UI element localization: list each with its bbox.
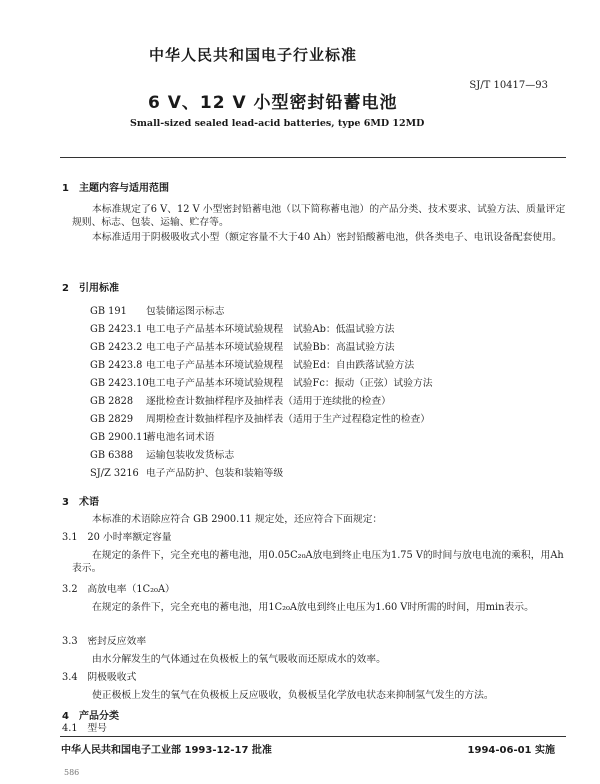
reference-code: GB 2828 bbox=[90, 396, 134, 407]
term-3-2-heading: 3.2 高放电率（1C₂₀A） bbox=[62, 584, 175, 595]
reference-code: GB 6388 bbox=[90, 450, 134, 461]
reference-title: 逐批检查计数抽样程序及抽样表（适用于连续批的检查） bbox=[146, 396, 391, 407]
term-3-1-heading: 3.1 20 小时率额定容量 bbox=[62, 532, 172, 543]
reference-title: 蓄电池名词术语 bbox=[146, 432, 215, 443]
reference-item bbox=[90, 357, 414, 371]
section-3-heading: 3 术语 bbox=[62, 497, 99, 508]
section-1-para-1: 本标准规定了6 V、12 V 小型密封铅蓄电池（以下简称蓄电池）的产品分类、技术要求、试验方法、质量评定规则、标志、包装、运输、贮存等。 bbox=[72, 204, 566, 228]
reference-code: GB 2423.2 bbox=[90, 342, 143, 353]
term-3-4-heading: 3.4 阴极吸收式 bbox=[62, 672, 137, 683]
term-3-3-body: 由水分解发生的气体通过在负极板上的氧气吸收而还原成水的效率。 bbox=[92, 654, 386, 665]
reference-code: GB 2829 bbox=[90, 414, 134, 425]
approval-line: 中华人民共和国电子工业部 1993-12-17 批准 bbox=[61, 745, 272, 756]
standard-org-header: 中华人民共和国电子行业标准 bbox=[149, 46, 358, 64]
subsection-4-1: 4.1 型号 bbox=[62, 723, 107, 734]
reference-title: 电工电子产品基本环境试验规程 试验Fc：振动（正弦）试验方法 bbox=[146, 378, 433, 389]
reference-item bbox=[90, 339, 395, 353]
reference-title: 周期检查计数抽样程序及抽样表（适用于生产过程稳定性的检查） bbox=[146, 414, 431, 425]
footer-divider bbox=[60, 736, 566, 737]
implementation-date: 1994-06-01 实施 bbox=[467, 745, 555, 756]
document-subtitle-en: Small-sized sealed lead-acid batteries, type 6MD 12MD bbox=[130, 118, 425, 129]
term-3-4-body: 使正极板上发生的氧气在负极板上反应吸收，负极板呈化学放电状态来抑制氢气发生的方法。 bbox=[92, 690, 494, 701]
term-3-3-heading: 3.3 密封反应效率 bbox=[62, 636, 147, 647]
reference-title: 电工电子产品基本环境试验规程 试验Ab：低温试验方法 bbox=[146, 324, 395, 335]
section-3-intro: 本标准的术语除应符合 GB 2900.11 规定处，还应符合下面规定： bbox=[92, 514, 383, 525]
term-3-1-body: 在规定的条件下，完全充电的蓄电池，用0.05C₂₀A放电到终止电压为1.75 V的时间与放电电流的乘积，用Ah表示。 bbox=[72, 550, 564, 574]
reference-code: GB 2423.1 bbox=[90, 324, 143, 335]
reference-title: 运输包装收发货标志 bbox=[146, 450, 235, 461]
reference-title: 包装储运图示标志 bbox=[146, 306, 225, 317]
reference-item bbox=[90, 411, 430, 425]
reference-code: GB 2900.11 bbox=[90, 432, 149, 443]
reference-title: 电工电子产品基本环境试验规程 试验Ed：自由跌落试验方法 bbox=[146, 360, 415, 371]
reference-code: GB 191 bbox=[90, 306, 127, 317]
reference-title: 电子产品防护、包装和装箱等级 bbox=[146, 468, 284, 479]
document-title: 6 V、12 V 小型密封铅蓄电池 bbox=[148, 93, 398, 113]
section-1-para-2: 本标准适用于阴极吸收式小型（额定容量不大于40 Ah）密封铅酸蓄电池，供各类电子、电讯设备配套使用。 bbox=[92, 232, 562, 243]
reference-code: GB 2423.10 bbox=[90, 378, 149, 389]
reference-title: 电工电子产品基本环境试验规程 试验Bb：高温试验方法 bbox=[146, 342, 395, 353]
standard-code: SJ/T 10417—93 bbox=[469, 80, 548, 91]
reference-item bbox=[90, 303, 224, 317]
reference-item bbox=[90, 375, 433, 389]
section-2-heading: 2 引用标准 bbox=[62, 283, 119, 294]
reference-item bbox=[90, 393, 391, 407]
reference-item bbox=[90, 465, 283, 479]
reference-item bbox=[90, 447, 234, 461]
reference-item bbox=[90, 429, 215, 443]
section-4-heading: 4 产品分类 bbox=[62, 711, 119, 722]
reference-code: GB 2423.8 bbox=[90, 360, 143, 371]
reference-code: SJ/Z 3216 bbox=[90, 468, 139, 479]
page-number: 586 bbox=[64, 768, 80, 777]
top-divider bbox=[60, 157, 566, 158]
reference-item bbox=[90, 321, 394, 335]
section-1-heading: 1 主题内容与适用范围 bbox=[62, 183, 169, 194]
term-3-2-body: 在规定的条件下，完全充电的蓄电池，用1C₂₀A放电到终止电压为1.60 V时所需的时间，用min表示。 bbox=[92, 602, 534, 613]
